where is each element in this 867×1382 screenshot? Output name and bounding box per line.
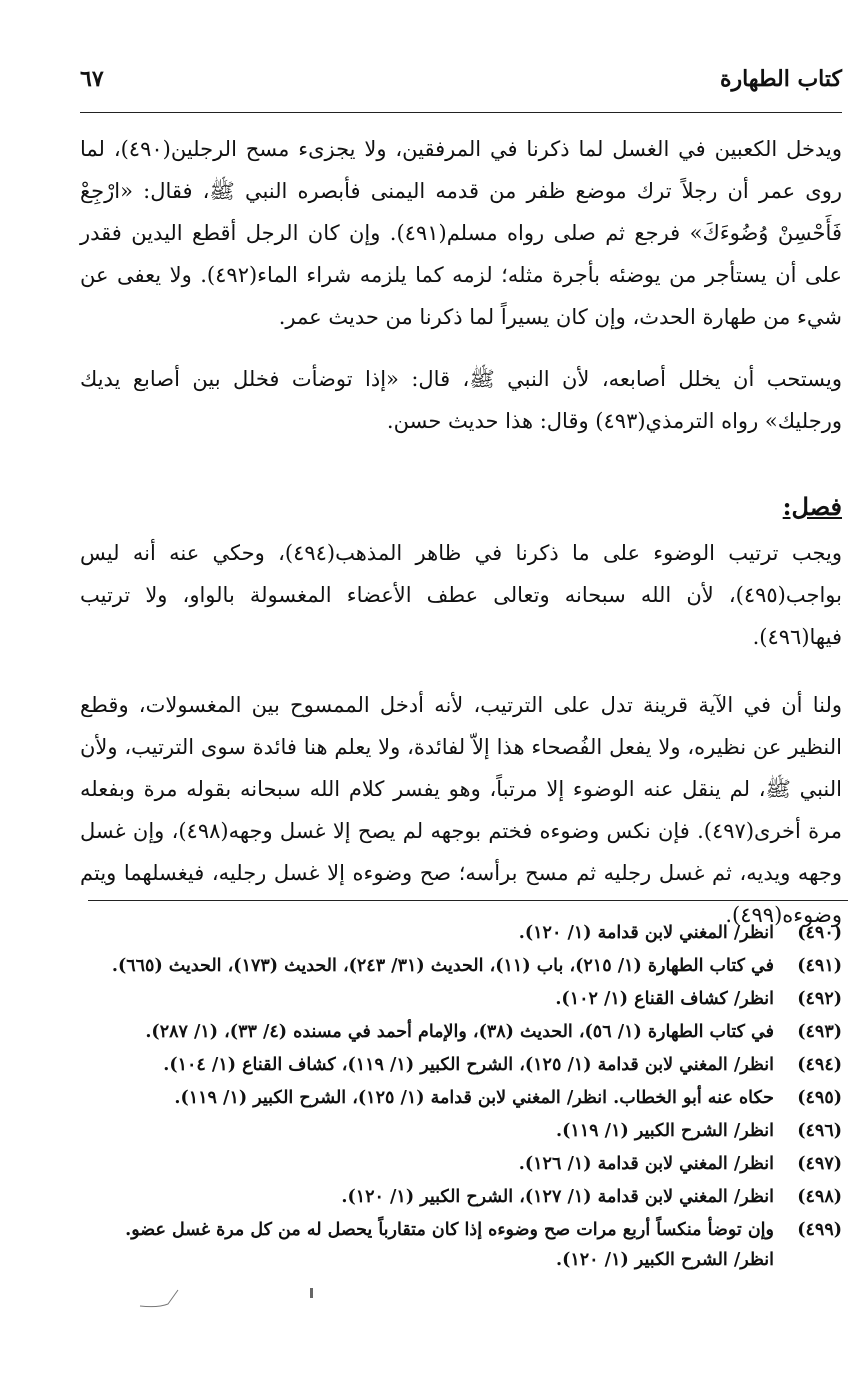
page-number: ٦٧ <box>80 66 104 92</box>
footnote <box>80 1083 842 1113</box>
footnote-text: انظر/ المغني لابن قدامة (١/ ١٢٥)، الشرح الكبير (١/ ١١٩)، كشاف القناع (١/ ١٠٤). <box>163 1055 774 1075</box>
footnote <box>80 1116 842 1146</box>
paragraph-3: ويجب ترتيب الوضوء على ما ذكرنا في ظاهر المذهب(٤٩٤)، وحكي عنه أنه ليس بواجب(٤٩٥)، لأن الله سبحانه وتعالى عطف الأعضاء المغسولة بالواو، ولا ترتيب فيها(٤٩٦). <box>80 541 842 649</box>
footnote-text: انظر/ المغني لابن قدامة (١/ ١٢٠). <box>518 923 774 943</box>
main-text <box>80 128 842 936</box>
footnote-text: انظر/ المغني لابن قدامة (١/ ١٢٧)، الشرح الكبير (١/ ١٢٠). <box>341 1187 774 1207</box>
footnote-divider <box>88 900 848 901</box>
footnote <box>80 1149 842 1179</box>
paragraph-2: ويستحب أن يخلل أصابعه، لأن النبي ﷺ، قال: «إذا توضأت فخلل بين أصابع يديك ورجليك» رواه الترمذي(٤٩٣) وقال: هذا حديث حسن. <box>80 367 842 433</box>
footnote-number: (٤٩٢) <box>797 989 842 1009</box>
footnote <box>80 1215 842 1275</box>
footnote-number: (٤٩٩) <box>797 1220 842 1240</box>
footnotes <box>80 918 842 1278</box>
footnote-number: (٤٩١) <box>797 956 842 976</box>
page-header <box>80 66 842 106</box>
pen-stroke-mark <box>138 1288 188 1310</box>
header-divider <box>80 112 842 113</box>
running-title: كتاب الطهارة <box>719 66 842 92</box>
footnote-number: (٤٩٨) <box>797 1187 842 1207</box>
footnote-number: (٤٩٦) <box>797 1121 842 1141</box>
footnote <box>80 951 842 981</box>
footnote-text: في كتاب الطهارة (١/ ٥٦)، الحديث (٣٨)، والإمام أحمد في مسنده (٤/ ٣٣)، (١/ ٢٨٧). <box>145 1022 774 1042</box>
section-heading: فصل: <box>782 492 842 521</box>
footnote-text: وإن توضأ منكساً أربع مرات صح وضوءه إذا كان متقارباً يحصل له من كل مرة غسل عضو. انظر/ الشرح الكبير (١/ ١٢٠). <box>125 1220 774 1270</box>
footnote-text: انظر/ كشاف القناع (١/ ١٠٢). <box>555 989 774 1009</box>
scan-speck-mark <box>310 1288 313 1298</box>
footnote-number: (٤٩٧) <box>797 1154 842 1174</box>
footnote-text: انظر/ المغني لابن قدامة (١/ ١٢٦). <box>518 1154 774 1174</box>
footnote-text: حكاه عنه أبو الخطاب. انظر/ المغني لابن قدامة (١/ ١٢٥)، الشرح الكبير (١/ ١١٩). <box>174 1088 774 1108</box>
footnote-number: (٤٩٠) <box>797 923 842 943</box>
footnote <box>80 1017 842 1047</box>
paragraph-1: ويدخل الكعبين في الغسل لما ذكرنا في المرفقين، ولا يجزىء مسح الرجلين(٤٩٠)، لما روى عمر أن رجلاً ترك موضع ظفر من قدمه اليمنى فأبصره النبي ﷺ، فقال: «ارْجِعْ فَأَحْسِنْ وُضُوءَكَ» فرجع ثم صلى رواه مسلم(٤٩١). وإن كان الرجل أقطع اليدين فقدر على أن يستأجر من يوضئه بأجرة مثله؛ لزمه كما يلزمه شراء الماء(٤٩٢). ولا يعفى عن شيء من طهارة الحدث، وإن كان يسيراً لما ذكرنا من حديث عمر. <box>80 137 842 329</box>
footnote-text: انظر/ الشرح الكبير (١/ ١١٩). <box>556 1121 774 1141</box>
footnote <box>80 1050 842 1080</box>
footnote <box>80 1182 842 1212</box>
footnote-number: (٤٩٥) <box>797 1088 842 1108</box>
footnote-text: في كتاب الطهارة (١/ ٢١٥)، باب (١١)، الحديث (٣١/ ٢٤٣)، الحديث (١٧٣)، الحديث (٦٦٥). <box>111 956 774 976</box>
footnote-number: (٤٩٣) <box>797 1022 842 1042</box>
footnote <box>80 984 842 1014</box>
footnote-number: (٤٩٤) <box>797 1055 842 1075</box>
paragraph-4: ولنا أن في الآية قرينة تدل على الترتيب، لأنه أدخل الممسوح بين المغسولات، وقطع النظير عن نظيره، ولا يفعل الفُصحاء هذا إلاّ لفائدة، ولا يعلم هنا فائدة سوى الترتيب، ولأن النبي ﷺ، لم ينقل عنه الوضوء إلا مرتباً، وهو يفسر كلام الله سبحانه بقوله مرة وبفعله مرة أخرى(٤٩٧). فإن نكس وضوءه فختم بوجهه لم يصح إلا غسل وجهه(٤٩٨)، وإن غسل وجهه ويديه، ثم غسل رجليه ثم مسح برأسه؛ صح وضوءه إلا غسل رجليه، فيغسلهما ويتم وضوءه(٤٩٩). <box>80 693 842 927</box>
footnote <box>80 918 842 948</box>
